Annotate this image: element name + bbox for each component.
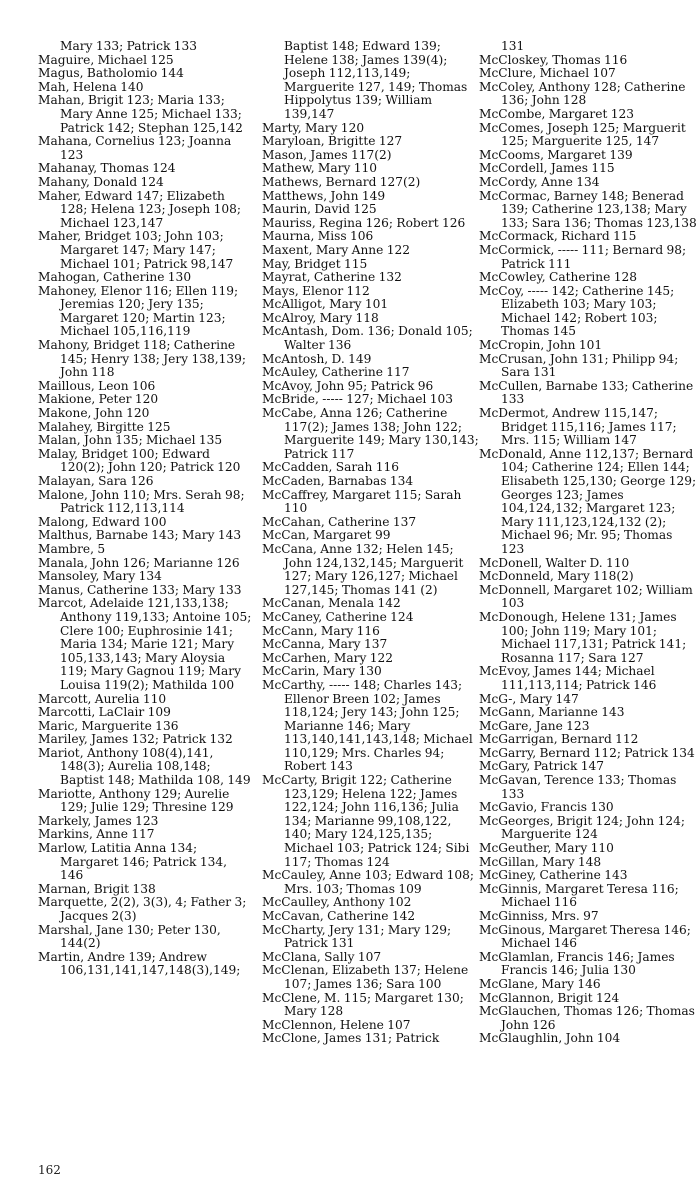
- index-entry: McBride, ----- 127; Michael 103: [262, 392, 454, 407]
- index-entry: McCharty, Jery 131; Mary 129; Patrick 131: [262, 922, 452, 951]
- index-entry: Maher, Edward 147; Elizabeth 128; Helena 123; Joseph 108; Michael 123,147: [38, 188, 242, 230]
- index-entry: McComes, Joseph 125; Marguerit 125; Marguerite 125, 147: [479, 120, 686, 149]
- index-entry: McCropin, John 101: [479, 338, 603, 353]
- index-entry: McGare, Jane 123: [479, 718, 590, 733]
- index-entry: McGlannon, Brigit 124: [479, 990, 620, 1005]
- index-entry: McCabe, Anna 126; Catherine 117(2); James 138; John 122; Marguerite 149; Mary 130,143; Patrick 117: [262, 406, 479, 461]
- index-entry: May, Bridget 115: [262, 256, 368, 271]
- index-entry: McAlroy, Mary 118: [262, 310, 379, 325]
- index-entry: Mathew, Mary 110: [262, 161, 378, 176]
- index-entry: McDonneld, Mary 118(2): [479, 569, 634, 584]
- index-entry: McCann, Mary 116: [262, 623, 380, 638]
- index-entry: McClure, Michael 107: [479, 66, 616, 81]
- index-entry: McCordy, Anne 134: [479, 174, 600, 189]
- index-entry: Marcot, Adelaide 121,133,138; Anthony 119,133; Antoine 105; Clere 100; Euphrosinie 141; Maria 134; Marie 121; Mary 105,133,143; Mary Aloysia 119; Mary Gagnou 119; Mary Louisa 119(2); Mathilda 100: [38, 596, 252, 692]
- index-entry: McCadden, Sarah 116: [262, 460, 400, 475]
- index-entry: McAvoy, John 95; Patrick 96: [262, 378, 434, 393]
- index-entry: McGlamlan, Francis 146; James Francis 146; Julia 130: [479, 949, 675, 978]
- index-entry: Manala, John 126; Marianne 126: [38, 555, 240, 570]
- index-entry: McCaulley, Anthony 102: [262, 895, 412, 910]
- index-entry: Maurin, David 125: [262, 202, 377, 217]
- index-entry: McGeuther, Mary 110: [479, 841, 614, 856]
- index-entry: McCloskey, Thomas 116: [479, 52, 628, 67]
- index-entry: McCaden, Barnabas 134: [262, 474, 414, 488]
- index-entry: McGillan, Mary 148: [479, 854, 602, 869]
- index-entry: McClennon, Helene 107: [262, 1017, 411, 1032]
- index-entry: McG-, Mary 147: [479, 691, 579, 706]
- index-entry: McColey, Anthony 128; Catherine 136; John 128: [479, 79, 686, 108]
- index-entry: Maric, Marguerite 136: [38, 718, 179, 733]
- index-column-3: [479, 40, 697, 1046]
- index-entry: McGavan, Terence 133; Thomas 133: [479, 773, 677, 801]
- index-entry: McGarrigan, Bernard 112: [479, 732, 639, 747]
- index-entry: Maurna, Miss 106: [262, 229, 374, 244]
- index-entry: McCahan, Catherine 137: [262, 514, 417, 529]
- index-column-1: [38, 40, 253, 978]
- index-entry: McClone, James 131; Patrick: [262, 1031, 440, 1046]
- index-entry: McAlligot, Mary 101: [262, 297, 389, 312]
- index-entry: Makone, John 120: [38, 406, 150, 421]
- index-entry: Mambre, 5: [38, 541, 106, 556]
- index-entry: Marlow, Latitia Anna 134; Margaret 146; Patrick 134, 146: [38, 841, 227, 883]
- index-entry: Mahana, Cornelius 123; Joanna 123: [38, 134, 232, 162]
- index-entry: Malone, John 110; Mrs. Serah 98; Patrick 112,113,114: [38, 487, 245, 516]
- index-column-2: [262, 40, 482, 1046]
- index-entry: Marnan, Brigit 138: [38, 881, 156, 896]
- index-entry: McClene, M. 115; Margaret 130; Mary 128: [262, 990, 464, 1019]
- index-entry: McCaney, Catherine 124: [262, 609, 414, 624]
- index-entry: McCullen, Barnabe 133; Catherine 133: [479, 378, 694, 407]
- index-entry: Markely, James 123: [38, 813, 159, 828]
- index-entry: Malay, Bridget 100; Edward 120(2); John 120; Patrick 120: [38, 446, 241, 475]
- index-entry: McDonough, Helene 131; James 100; John 119; Mary 101; Michael 117,131; Patrick 141; Rosanna 117; Sara 127: [479, 609, 687, 665]
- index-entry: McEvoy, James 144; Michael 111,113,114; Patrick 146: [479, 664, 657, 692]
- index-entry: Malong, Edward 100: [38, 514, 167, 529]
- index-entry: McCormac, Barney 148; Benerad 139; Catherine 123,138; Mary 133; Sara 136; Thomas 123,138: [479, 188, 697, 230]
- index-entry: Makione, Peter 120: [38, 392, 159, 407]
- index-entry: Mahony, Bridget 118; Catherine 145; Henry 138; Jery 138,139; John 118: [38, 338, 246, 380]
- index-entry: McDermot, Andrew 115,147; Bridget 115,116; James 117; Mrs. 115; William 147: [479, 406, 677, 448]
- index-entry: McCan, Margaret 99: [262, 528, 391, 543]
- index-entry: Mahogan, Catherine 130: [38, 270, 192, 285]
- index-entry: McGinniss, Mrs. 97: [479, 909, 599, 923]
- index-entry: Maryloan, Brigitte 127: [262, 134, 403, 149]
- index-entry: McGarry, Bernard 112; Patrick 134: [479, 745, 695, 760]
- index-entry: Martin, Andre 139; Andrew 106,131,141,147,148(3),149;: [38, 949, 241, 978]
- index-entry: McCarhen, Mary 122: [262, 650, 393, 665]
- index-entry: Mah, Helena 140: [38, 79, 144, 94]
- index-entry: Malthus, Barnabe 143; Mary 143: [38, 528, 242, 543]
- index-entry: McClana, Sally 107: [262, 949, 382, 964]
- index-entry: Manus, Catherine 133; Mary 133: [38, 582, 242, 597]
- index-entry: McCormack, Richard 115: [479, 229, 637, 244]
- index-entry: McCaffrey, Margaret 115; Sarah 110: [262, 487, 462, 516]
- index-entry: McGlaughlin, John 104: [479, 1031, 621, 1046]
- index-entry: Mayrat, Catherine 132: [262, 270, 402, 285]
- index-entry: Magus, Batholomio 144: [38, 66, 184, 81]
- index-entry: Malayan, Sara 126: [38, 474, 154, 488]
- index-entry: McAuley, Catherine 117: [262, 365, 410, 380]
- index-entry: Malahey, Birgitte 125: [38, 419, 171, 434]
- index-entry: McGeorges, Brigit 124; John 124; Marguerite 124: [479, 813, 685, 842]
- index-entry: McCana, Anne 132; Helen 145; John 124,132,145; Marguerit 127; Mary 126,127; Michael 127,145; Thomas 141 (2): [262, 541, 464, 597]
- index-entry: McCowley, Catherine 128: [479, 270, 637, 285]
- index-entry: McDonnell, Margaret 102; William 103: [479, 582, 693, 611]
- index-entry: Malan, John 135; Michael 135: [38, 433, 223, 448]
- index-entry: Maillous, Leon 106: [38, 378, 156, 393]
- index-entry: Maxent, Mary Anne 122: [262, 242, 411, 257]
- index-entry: McCanan, Menala 142: [262, 596, 401, 611]
- index-entry: McClenan, Elizabeth 137; Helene 107; James 136; Sara 100: [262, 963, 469, 991]
- index-entry: Marquette, 2(2), 3(3), 4; Father 3; Jacques 2(3): [38, 895, 247, 923]
- index-entry: Marcott, Aurelia 110: [38, 691, 167, 706]
- index-entry: Mariotte, Anthony 129; Aurelie 129; Julie 129; Thresine 129: [38, 786, 234, 815]
- index-entry: Mariot, Anthony 108(4),141, 148(3); Aurelia 108,148; Baptist 148; Mathilda 108, 149: [38, 745, 251, 788]
- index-entry: McAntash, Dom. 136; Donald 105; Walter 136: [262, 324, 473, 353]
- index-entry: Marcotti, LaClair 109: [38, 705, 171, 720]
- index-entry: McGavio, Francis 130: [479, 800, 614, 815]
- page-number: 162: [38, 1163, 61, 1177]
- index-entry: McCoy, ----- 142; Catherine 145; Elizabeth 103; Mary 103; Michael 142; Robert 103; Thomas 145: [479, 283, 675, 339]
- index-entry: McCarin, Mary 130: [262, 664, 382, 679]
- index-entry: Maguire, Michael 125: [38, 52, 174, 67]
- index-entry: Mason, James 117(2): [262, 147, 392, 162]
- index-entry: Baptist 148; Edward 139; Helene 138; James 139(4); Joseph 112,113,149; Marguerite 127, 149; Thomas Hippolytus 139; William 139,147: [284, 39, 468, 121]
- index-entry: Mays, Elenor 112: [262, 283, 370, 298]
- index-entry: McGiney, Catherine 143: [479, 868, 628, 883]
- index-entry: McCanna, Mary 137: [262, 637, 388, 652]
- index-entry: Mahanay, Thomas 124: [38, 161, 176, 176]
- index-entry: McDonell, Walter D. 110: [479, 555, 630, 570]
- index-entry: McDonald, Anne 112,137; Bernard 104; Catherine 124; Ellen 144; Elisabeth 125,130; George 129; Georges 123; James 104,124,132; Margaret 123; Mary 111,123,124,132 (2); Michael 96; Mr. 95; Thomas 123: [479, 446, 697, 556]
- index-entry: 131: [501, 39, 525, 53]
- index-entry: Mathews, Bernard 127(2): [262, 174, 421, 189]
- index-entry: Matthews, John 149: [262, 188, 386, 203]
- index-entry: McCombe, Margaret 123: [479, 106, 634, 121]
- index-entry: Marty, Mary 120: [262, 120, 365, 135]
- index-entry: McGinnis, Margaret Teresa 116; Michael 116: [479, 881, 679, 910]
- index-entry: McAntosh, D. 149: [262, 351, 372, 366]
- index-entry: McGinous, Margaret Theresa 146; Michael 146: [479, 922, 691, 951]
- index-entry: Marshal, Jane 130; Peter 130, 144(2): [38, 922, 221, 951]
- index-entry: Mariley, James 132; Patrick 132: [38, 732, 233, 747]
- index-entry: Mahan, Brigit 123; Maria 133; Mary Anne 125; Michael 133; Patrick 142; Stephan 125,142: [38, 93, 243, 135]
- index-entry: McGary, Patrick 147: [479, 759, 605, 774]
- index-entry: McCooms, Margaret 139: [479, 147, 633, 162]
- index-entry: Mahoney, Elenor 116; Ellen 119; Jeremias 120; Jery 135; Margaret 120; Martin 123; Michael 105,116,119: [38, 283, 239, 339]
- index-entry: McCarty, Brigit 122; Catherine 123,129; Helena 122; James 122,124; John 116,136; Julia 134; Marianne 99,108,122, 140; Mary 124,125,135; Michael 103; Patrick 124; Sibi 117; Thomas 124: [262, 773, 470, 869]
- index-entry: McGlauchen, Thomas 126; Thomas John 126: [479, 1004, 695, 1032]
- index-entry: McCrusan, John 131; Philipp 94; Sara 131: [479, 351, 679, 380]
- index-entry: McCordell, James 115: [479, 161, 615, 176]
- index-entry: McCarthy, ----- 148; Charles 143; Ellenor Breen 102; James 118,124; Jery 143; John 125; Marianne 146; Mary 113,140,141,143,148; Michael 110,129; Mrs. Charles 94; Robert 143: [262, 677, 473, 774]
- index-entry: McGann, Marianne 143: [479, 705, 625, 720]
- index-entry: Mary 133; Patrick 133: [60, 39, 197, 53]
- index-entry: McCauley, Anne 103; Edward 108; Mrs. 103; Thomas 109: [262, 868, 474, 896]
- index-entry: McCavan, Catherine 142: [262, 909, 416, 923]
- index-entry: Mansoley, Mary 134: [38, 569, 162, 584]
- index-entry: Mahany, Donald 124: [38, 174, 164, 189]
- index-entry: Markins, Anne 117: [38, 827, 155, 842]
- index-entry: McCormick, ----- 111; Bernard 98; Patrick 111: [479, 242, 687, 271]
- index-entry: Maher, Bridget 103; John 103; Margaret 147; Mary 147; Michael 101; Patrick 98,147: [38, 229, 234, 271]
- index-entry: McGlane, Mary 146: [479, 976, 601, 991]
- index-entry: Mauriss, Regina 126; Robert 126: [262, 215, 466, 230]
